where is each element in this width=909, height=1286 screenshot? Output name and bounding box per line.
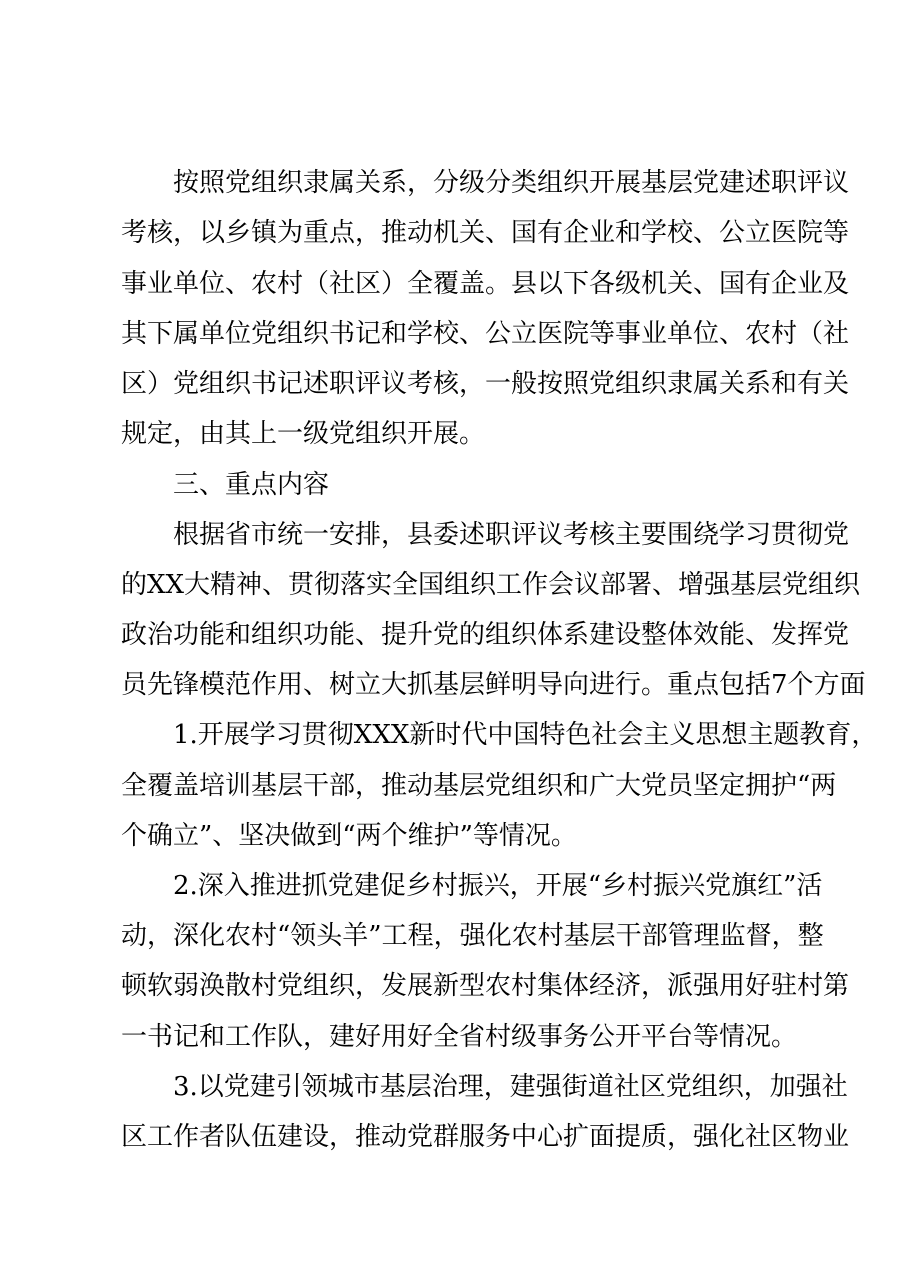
paragraph-line: 考核，以乡镇为重点，推动机关、国有企业和学校、公立医院等 <box>121 218 850 248</box>
list-item-line: 顿软弱涣散村党组织，发展新型农村集体经济，派强用好驻村第 <box>121 971 850 1001</box>
paragraph-line: 员先锋模范作用、树立大抓基层鲜明导向进行。重点包括7个方面 <box>121 670 866 700</box>
paragraph-line: 政治功能和组织功能、提升党的组织体系建设整体效能、发挥党 <box>121 620 850 650</box>
list-item-line: 3.以党建引领城市基层治理，建强街道社区党组织，加强社 <box>173 1072 848 1102</box>
list-item-line: 全覆盖培训基层干部，推动基层党组织和广大党员坚定拥护“两 <box>121 771 837 801</box>
paragraph-line: 其下属单位党组织书记和学校、公立医院等事业单位、农村（社 <box>121 319 850 349</box>
list-item-line: 动，深化农村“领头羊”工程，强化农村基层干部管理监督，整 <box>121 921 824 951</box>
paragraph-line: 根据省市统一安排，县委述职评议考核主要围绕学习贯彻党 <box>173 520 850 550</box>
list-item-line: 一书记和工作队，建好用好全省村级事务公开平台等情况。 <box>121 1022 798 1052</box>
paragraph-line: 事业单位、农村（社区）全覆盖。县以下各级机关、国有企业及 <box>121 269 850 299</box>
paragraph-line: 的XX大精神、贯彻落实全国组织工作会议部署、增强基层党组织 <box>121 570 861 600</box>
list-item-line: 区工作者队伍建设，推动党群服务中心扩面提质，强化社区物业 <box>121 1122 850 1152</box>
list-item-line: 1.开展学习贯彻XXX新时代中国特色社会主义思想主题教育， <box>173 720 878 750</box>
paragraph-line: 区）党组织书记述职评议考核，一般按照党组织隶属关系和有关 <box>121 369 850 399</box>
section-heading: 三、重点内容 <box>173 470 330 500</box>
list-item-line: 个确立”、坚决做到“两个维护”等情况。 <box>121 821 577 851</box>
list-item-line: 2.深入推进抓党建促乡村振兴，开展“乡村振兴党旗红”活 <box>173 871 823 901</box>
paragraph-line: 按照党组织隶属关系，分级分类组织开展基层党建述职评议 <box>173 168 850 198</box>
paragraph-line: 规定，由其上一级党组织开展。 <box>121 419 486 449</box>
